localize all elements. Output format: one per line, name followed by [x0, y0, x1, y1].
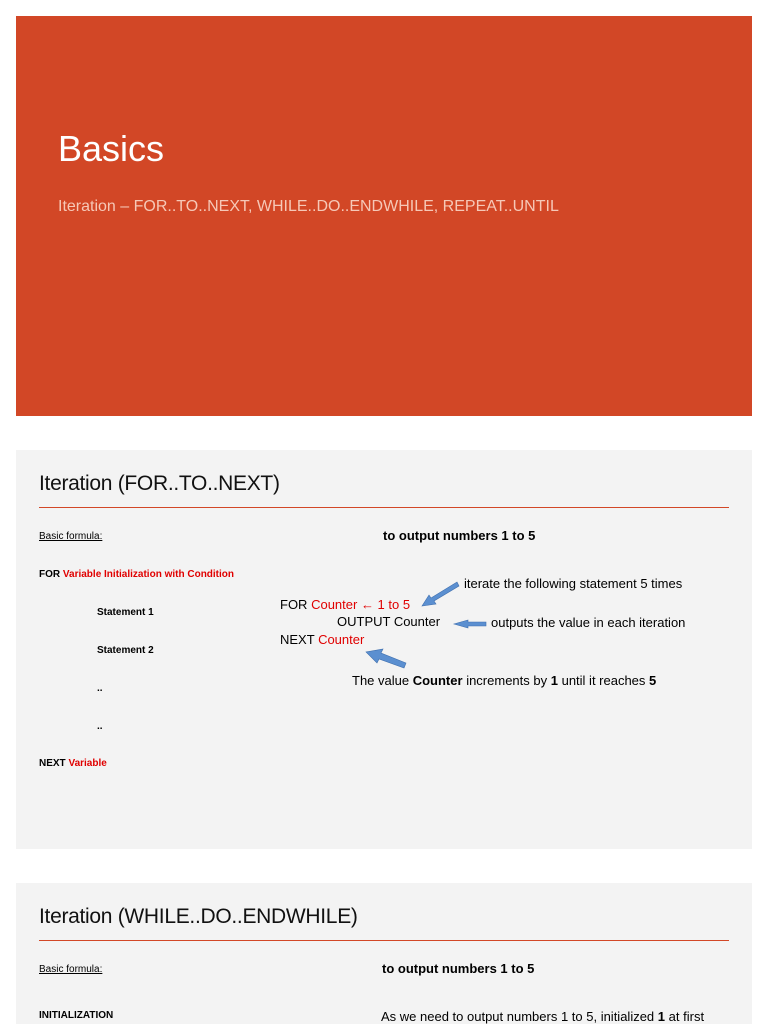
note-increment-var: Counter: [412, 673, 463, 688]
note-outputs: outputs the value in each iteration: [491, 615, 686, 630]
heading-divider: [39, 940, 729, 941]
for-loop-slide: [16, 450, 752, 849]
code-next-keyword: NEXT: [280, 632, 315, 647]
for-keyword: FOR: [39, 569, 61, 580]
example-heading: to output numbers 1 to 5: [383, 528, 536, 543]
note-increment-step: 1: [550, 673, 558, 688]
slide-title: Basics: [58, 128, 165, 169]
init-note-value: 1: [657, 1009, 666, 1024]
note-increment-post: until it reaches: [561, 673, 646, 688]
code-for-keyword: FOR: [280, 597, 308, 612]
arrow-to-output-icon: [454, 620, 486, 628]
example-heading: to output numbers 1 to 5: [382, 961, 535, 976]
initialization-note: [381, 1009, 704, 1024]
note-increment-limit: 5: [649, 673, 657, 688]
slide-heading: Iteration (FOR..TO..NEXT): [39, 472, 280, 495]
init-note-pre: As we need to output numbers 1 to 5, initialized: [381, 1009, 655, 1024]
next-keyword: NEXT: [39, 758, 66, 769]
code-output-line: OUTPUT Counter: [337, 614, 441, 629]
init-note-post: at first: [668, 1009, 705, 1024]
while-loop-slide: [16, 883, 752, 1024]
title-slide: [16, 16, 752, 416]
arrow-to-for-icon: [422, 582, 459, 606]
slide-heading: Iteration (WHILE..DO..ENDWHILE): [39, 905, 358, 928]
formula-ellipsis-1: ..: [97, 683, 103, 694]
note-increment-pre: The value: [352, 673, 410, 688]
slide-subtitle: Iteration – FOR..TO..NEXT, WHILE..DO..ENDWHILE, REPEAT..UNTIL: [58, 198, 559, 215]
next-variable: Variable: [68, 758, 107, 769]
annotation-arrows: [16, 450, 752, 849]
formula-statement-2: Statement 2: [97, 645, 154, 656]
formula-statement-1: Statement 1: [97, 607, 154, 618]
initialization-label: INITIALIZATION: [39, 1010, 114, 1021]
for-condition: Variable Initialization with Condition: [62, 569, 235, 580]
formula-ellipsis-2: ..: [97, 721, 103, 732]
code-for-range: Counter ← 1 to 5: [311, 597, 411, 612]
arrow-to-next-icon: [366, 649, 406, 668]
code-next-variable: Counter: [318, 632, 365, 647]
note-iterate: iterate the following statement 5 times: [464, 576, 683, 591]
basic-formula-label: Basic formula:: [39, 531, 103, 542]
basic-formula-label: Basic formula:: [39, 964, 103, 975]
note-increment-mid: increments by: [466, 673, 548, 688]
